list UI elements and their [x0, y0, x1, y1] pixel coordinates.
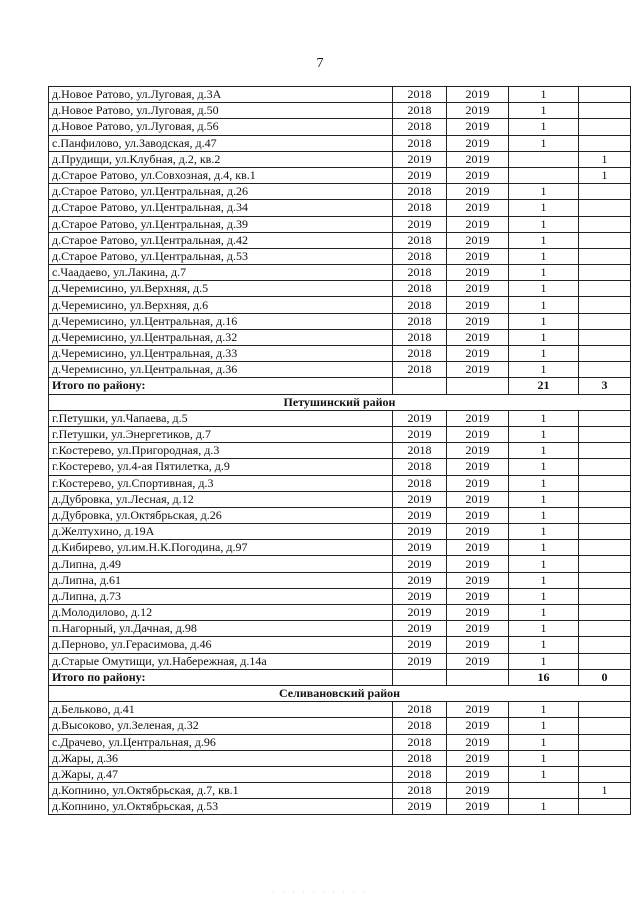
total-empty-cell — [393, 669, 447, 685]
end-year-cell: 2019 — [447, 248, 509, 264]
start-year-cell: 2019 — [393, 605, 447, 621]
address-cell: д.Старое Ратово, ул.Центральная, д.39 — [49, 216, 393, 232]
count-a-cell: 1 — [509, 313, 579, 329]
start-year-cell: 2018 — [393, 313, 447, 329]
count-a-cell: 1 — [509, 216, 579, 232]
address-cell: д.Старое Ратово, ул.Совхозная, д.4, кв.1 — [49, 167, 393, 183]
start-year-cell: 2018 — [393, 248, 447, 264]
count-a-cell: 1 — [509, 459, 579, 475]
district-total-row — [49, 669, 631, 685]
table-row — [49, 265, 631, 281]
district-header-row — [49, 685, 631, 701]
address-cell: д.Черемисино, ул.Верхняя, д.5 — [49, 281, 393, 297]
count-a-cell: 1 — [509, 799, 579, 815]
count-b-cell — [579, 103, 631, 119]
table-row — [49, 167, 631, 183]
count-a-cell: 1 — [509, 248, 579, 264]
start-year-cell: 2018 — [393, 459, 447, 475]
count-b-cell — [579, 281, 631, 297]
end-year-cell: 2019 — [447, 507, 509, 523]
end-year-cell: 2019 — [447, 718, 509, 734]
district-name: Петушинский район — [49, 394, 631, 410]
end-year-cell: 2019 — [447, 766, 509, 782]
table-row — [49, 556, 631, 572]
count-b-cell — [579, 766, 631, 782]
count-b-cell — [579, 313, 631, 329]
total-empty-cell — [447, 669, 509, 685]
count-a-cell: 1 — [509, 556, 579, 572]
count-a-cell: 1 — [509, 329, 579, 345]
start-year-cell: 2018 — [393, 346, 447, 362]
table-row — [49, 103, 631, 119]
end-year-cell: 2019 — [447, 702, 509, 718]
start-year-cell: 2019 — [393, 426, 447, 442]
count-b-cell — [579, 653, 631, 669]
count-b-cell — [579, 443, 631, 459]
total-count-a: 16 — [509, 669, 579, 685]
count-b-cell — [579, 362, 631, 378]
address-cell: д.Кибирево, ул.им.Н.К.Погодина, д.97 — [49, 540, 393, 556]
table-row — [49, 281, 631, 297]
count-a-cell — [509, 167, 579, 183]
start-year-cell: 2018 — [393, 718, 447, 734]
start-year-cell: 2018 — [393, 200, 447, 216]
end-year-cell: 2019 — [447, 410, 509, 426]
total-empty-cell — [393, 378, 447, 394]
count-a-cell: 1 — [509, 766, 579, 782]
start-year-cell: 2018 — [393, 265, 447, 281]
count-b-cell — [579, 200, 631, 216]
table-row — [49, 362, 631, 378]
count-a-cell: 1 — [509, 135, 579, 151]
table-row — [49, 87, 631, 103]
end-year-cell: 2019 — [447, 184, 509, 200]
end-year-cell: 2019 — [447, 621, 509, 637]
count-a-cell: 1 — [509, 588, 579, 604]
start-year-cell: 2019 — [393, 588, 447, 604]
table-row — [49, 297, 631, 313]
count-b-cell — [579, 232, 631, 248]
total-count-a: 21 — [509, 378, 579, 394]
table-row — [49, 119, 631, 135]
count-b-cell — [579, 475, 631, 491]
count-a-cell: 1 — [509, 297, 579, 313]
table-body — [49, 87, 631, 815]
start-year-cell: 2018 — [393, 297, 447, 313]
total-label: Итого по району: — [49, 378, 393, 394]
start-year-cell: 2019 — [393, 524, 447, 540]
count-a-cell: 1 — [509, 605, 579, 621]
table-row — [49, 184, 631, 200]
start-year-cell: 2018 — [393, 734, 447, 750]
address-cell: д.Дубровка, ул.Лесная, д.12 — [49, 491, 393, 507]
count-b-cell — [579, 718, 631, 734]
table-row — [49, 621, 631, 637]
address-cell: с.Чаадаево, ул.Лакина, д.7 — [49, 265, 393, 281]
address-cell: д.Черемисино, ул.Верхняя, д.6 — [49, 297, 393, 313]
end-year-cell: 2019 — [447, 265, 509, 281]
end-year-cell: 2019 — [447, 313, 509, 329]
table-row — [49, 540, 631, 556]
end-year-cell: 2019 — [447, 475, 509, 491]
end-year-cell: 2019 — [447, 167, 509, 183]
count-b-cell — [579, 184, 631, 200]
end-year-cell: 2019 — [447, 200, 509, 216]
table-row — [49, 200, 631, 216]
table-row — [49, 702, 631, 718]
count-b-cell — [579, 734, 631, 750]
end-year-cell: 2019 — [447, 734, 509, 750]
housing-register-table — [48, 86, 631, 815]
scan-artifact: · · · · · · · · · · — [271, 889, 369, 897]
count-a-cell — [509, 151, 579, 167]
end-year-cell: 2019 — [447, 572, 509, 588]
start-year-cell: 2019 — [393, 167, 447, 183]
count-a-cell: 1 — [509, 119, 579, 135]
start-year-cell: 2019 — [393, 540, 447, 556]
address-cell: д.Черемисино, ул.Центральная, д.36 — [49, 362, 393, 378]
start-year-cell: 2019 — [393, 491, 447, 507]
start-year-cell: 2018 — [393, 443, 447, 459]
table-row — [49, 426, 631, 442]
table-row — [49, 734, 631, 750]
count-a-cell: 1 — [509, 410, 579, 426]
count-b-cell — [579, 265, 631, 281]
start-year-cell: 2018 — [393, 475, 447, 491]
table-row — [49, 750, 631, 766]
count-b-cell — [579, 459, 631, 475]
end-year-cell: 2019 — [447, 459, 509, 475]
total-count-b: 3 — [579, 378, 631, 394]
count-b-cell — [579, 540, 631, 556]
count-a-cell: 1 — [509, 572, 579, 588]
count-b-cell — [579, 524, 631, 540]
count-a-cell: 1 — [509, 621, 579, 637]
end-year-cell: 2019 — [447, 524, 509, 540]
start-year-cell: 2019 — [393, 410, 447, 426]
address-cell: д.Жары, д.36 — [49, 750, 393, 766]
end-year-cell: 2019 — [447, 119, 509, 135]
address-cell: д.Старое Ратово, ул.Центральная, д.34 — [49, 200, 393, 216]
start-year-cell: 2018 — [393, 103, 447, 119]
address-cell: д.Бельково, д.41 — [49, 702, 393, 718]
end-year-cell: 2019 — [447, 362, 509, 378]
count-b-cell: 1 — [579, 783, 631, 799]
count-a-cell: 1 — [509, 734, 579, 750]
table-row — [49, 216, 631, 232]
count-a-cell: 1 — [509, 346, 579, 362]
count-a-cell: 1 — [509, 265, 579, 281]
start-year-cell: 2019 — [393, 151, 447, 167]
end-year-cell: 2019 — [447, 216, 509, 232]
end-year-cell: 2019 — [447, 443, 509, 459]
end-year-cell: 2019 — [447, 605, 509, 621]
count-b-cell — [579, 799, 631, 815]
count-a-cell: 1 — [509, 362, 579, 378]
end-year-cell: 2019 — [447, 588, 509, 604]
table-row — [49, 248, 631, 264]
count-b-cell — [579, 572, 631, 588]
end-year-cell: 2019 — [447, 637, 509, 653]
table-row — [49, 524, 631, 540]
count-b-cell — [579, 410, 631, 426]
address-cell: д.Черемисино, ул.Центральная, д.32 — [49, 329, 393, 345]
end-year-cell: 2019 — [447, 87, 509, 103]
start-year-cell: 2018 — [393, 135, 447, 151]
total-count-b: 0 — [579, 669, 631, 685]
table-row — [49, 232, 631, 248]
end-year-cell: 2019 — [447, 232, 509, 248]
end-year-cell: 2019 — [447, 151, 509, 167]
address-cell: п.Нагорный, ул.Дачная, д.98 — [49, 621, 393, 637]
address-cell: д.Старое Ратово, ул.Центральная, д.42 — [49, 232, 393, 248]
count-a-cell: 1 — [509, 184, 579, 200]
address-cell: д.Жары, д.47 — [49, 766, 393, 782]
start-year-cell: 2018 — [393, 281, 447, 297]
count-b-cell — [579, 87, 631, 103]
count-a-cell: 1 — [509, 281, 579, 297]
end-year-cell: 2019 — [447, 556, 509, 572]
count-a-cell: 1 — [509, 200, 579, 216]
page-number: 7 — [316, 56, 324, 71]
start-year-cell: 2018 — [393, 232, 447, 248]
table-row — [49, 637, 631, 653]
table-row — [49, 135, 631, 151]
start-year-cell: 2018 — [393, 87, 447, 103]
count-a-cell: 1 — [509, 750, 579, 766]
address-cell: д.Дубровка, ул.Октябрьская, д.26 — [49, 507, 393, 523]
count-b-cell — [579, 329, 631, 345]
table-row — [49, 572, 631, 588]
end-year-cell: 2019 — [447, 346, 509, 362]
end-year-cell: 2019 — [447, 426, 509, 442]
count-a-cell: 1 — [509, 87, 579, 103]
start-year-cell: 2018 — [393, 766, 447, 782]
start-year-cell: 2019 — [393, 653, 447, 669]
end-year-cell: 2019 — [447, 653, 509, 669]
end-year-cell: 2019 — [447, 103, 509, 119]
count-b-cell — [579, 491, 631, 507]
end-year-cell: 2019 — [447, 297, 509, 313]
start-year-cell: 2018 — [393, 329, 447, 345]
address-cell: д.Черемисино, ул.Центральная, д.33 — [49, 346, 393, 362]
start-year-cell: 2018 — [393, 702, 447, 718]
count-b-cell — [579, 426, 631, 442]
count-b-cell — [579, 621, 631, 637]
start-year-cell: 2019 — [393, 572, 447, 588]
count-b-cell — [579, 702, 631, 718]
count-a-cell: 1 — [509, 637, 579, 653]
district-total-row — [49, 378, 631, 394]
table-row — [49, 410, 631, 426]
count-a-cell: 1 — [509, 426, 579, 442]
address-cell: д.Желтухино, д.19А — [49, 524, 393, 540]
count-a-cell: 1 — [509, 232, 579, 248]
address-cell: д.Липна, д.61 — [49, 572, 393, 588]
table-row — [49, 346, 631, 362]
start-year-cell: 2018 — [393, 119, 447, 135]
count-b-cell — [579, 216, 631, 232]
count-b-cell — [579, 119, 631, 135]
address-cell: д.Старые Омутищи, ул.Набережная, д.14а — [49, 653, 393, 669]
start-year-cell: 2018 — [393, 184, 447, 200]
address-cell: с.Панфилово, ул.Заводская, д.47 — [49, 135, 393, 151]
table-row — [49, 313, 631, 329]
count-b-cell — [579, 750, 631, 766]
address-cell: г.Костерево, ул.4-ая Пятилетка, д.9 — [49, 459, 393, 475]
end-year-cell: 2019 — [447, 329, 509, 345]
count-a-cell: 1 — [509, 103, 579, 119]
count-a-cell: 1 — [509, 540, 579, 556]
count-a-cell: 1 — [509, 653, 579, 669]
table-row — [49, 588, 631, 604]
count-a-cell: 1 — [509, 443, 579, 459]
count-b-cell — [579, 556, 631, 572]
end-year-cell: 2019 — [447, 135, 509, 151]
address-cell: д.Новое Ратово, ул.Луговая, д.50 — [49, 103, 393, 119]
count-a-cell: 1 — [509, 524, 579, 540]
start-year-cell: 2019 — [393, 621, 447, 637]
table-row — [49, 329, 631, 345]
count-a-cell: 1 — [509, 475, 579, 491]
address-cell: г.Петушки, ул.Энергетиков, д.7 — [49, 426, 393, 442]
table-row — [49, 151, 631, 167]
address-cell: д.Новое Ратово, ул.Луговая, д.3А — [49, 87, 393, 103]
total-label: Итого по району: — [49, 669, 393, 685]
count-b-cell — [579, 588, 631, 604]
end-year-cell: 2019 — [447, 799, 509, 815]
address-cell: д.Старое Ратово, ул.Центральная, д.53 — [49, 248, 393, 264]
table-row — [49, 443, 631, 459]
total-empty-cell — [447, 378, 509, 394]
address-cell: д.Черемисино, ул.Центральная, д.16 — [49, 313, 393, 329]
end-year-cell: 2019 — [447, 540, 509, 556]
count-b-cell — [579, 248, 631, 264]
table-row — [49, 475, 631, 491]
address-cell: г.Костерево, ул.Спортивная, д.3 — [49, 475, 393, 491]
count-b-cell — [579, 507, 631, 523]
address-cell: д.Липна, д.73 — [49, 588, 393, 604]
start-year-cell: 2019 — [393, 799, 447, 815]
address-cell: с.Драчево, ул.Центральная, д.96 — [49, 734, 393, 750]
count-b-cell — [579, 346, 631, 362]
table-row — [49, 783, 631, 799]
count-b-cell — [579, 637, 631, 653]
address-cell: д.Новое Ратово, ул.Луговая, д.56 — [49, 119, 393, 135]
count-a-cell: 1 — [509, 491, 579, 507]
address-cell: г.Петушки, ул.Чапаева, д.5 — [49, 410, 393, 426]
end-year-cell: 2019 — [447, 750, 509, 766]
count-a-cell — [509, 783, 579, 799]
address-cell: д.Старое Ратово, ул.Центральная, д.26 — [49, 184, 393, 200]
address-cell: д.Липна, д.49 — [49, 556, 393, 572]
count-b-cell — [579, 297, 631, 313]
start-year-cell: 2019 — [393, 637, 447, 653]
start-year-cell: 2018 — [393, 362, 447, 378]
table-row — [49, 653, 631, 669]
count-b-cell — [579, 605, 631, 621]
start-year-cell: 2019 — [393, 556, 447, 572]
start-year-cell: 2019 — [393, 216, 447, 232]
address-cell: д.Перново, ул.Герасимова, д.46 — [49, 637, 393, 653]
address-cell: г.Костерево, ул.Пригородная, д.3 — [49, 443, 393, 459]
start-year-cell: 2018 — [393, 750, 447, 766]
end-year-cell: 2019 — [447, 491, 509, 507]
count-b-cell: 1 — [579, 151, 631, 167]
table-row — [49, 605, 631, 621]
district-header-row — [49, 394, 631, 410]
end-year-cell: 2019 — [447, 281, 509, 297]
address-cell: д.Прудищи, ул.Клубная, д.2, кв.2 — [49, 151, 393, 167]
table-row — [49, 799, 631, 815]
count-a-cell: 1 — [509, 702, 579, 718]
address-cell: д.Высоково, ул.Зеленая, д.32 — [49, 718, 393, 734]
address-cell: д.Копнино, ул.Октябрьская, д.7, кв.1 — [49, 783, 393, 799]
table-row — [49, 507, 631, 523]
table-row — [49, 491, 631, 507]
address-cell: д.Копнино, ул.Октябрьская, д.53 — [49, 799, 393, 815]
table-row — [49, 766, 631, 782]
count-a-cell: 1 — [509, 718, 579, 734]
end-year-cell: 2019 — [447, 783, 509, 799]
table-row — [49, 459, 631, 475]
count-a-cell: 1 — [509, 507, 579, 523]
district-name: Селивановский район — [49, 685, 631, 701]
start-year-cell: 2018 — [393, 783, 447, 799]
count-b-cell — [579, 135, 631, 151]
count-b-cell: 1 — [579, 167, 631, 183]
address-cell: д.Молодилово, д.12 — [49, 605, 393, 621]
start-year-cell: 2019 — [393, 507, 447, 523]
table-row — [49, 718, 631, 734]
